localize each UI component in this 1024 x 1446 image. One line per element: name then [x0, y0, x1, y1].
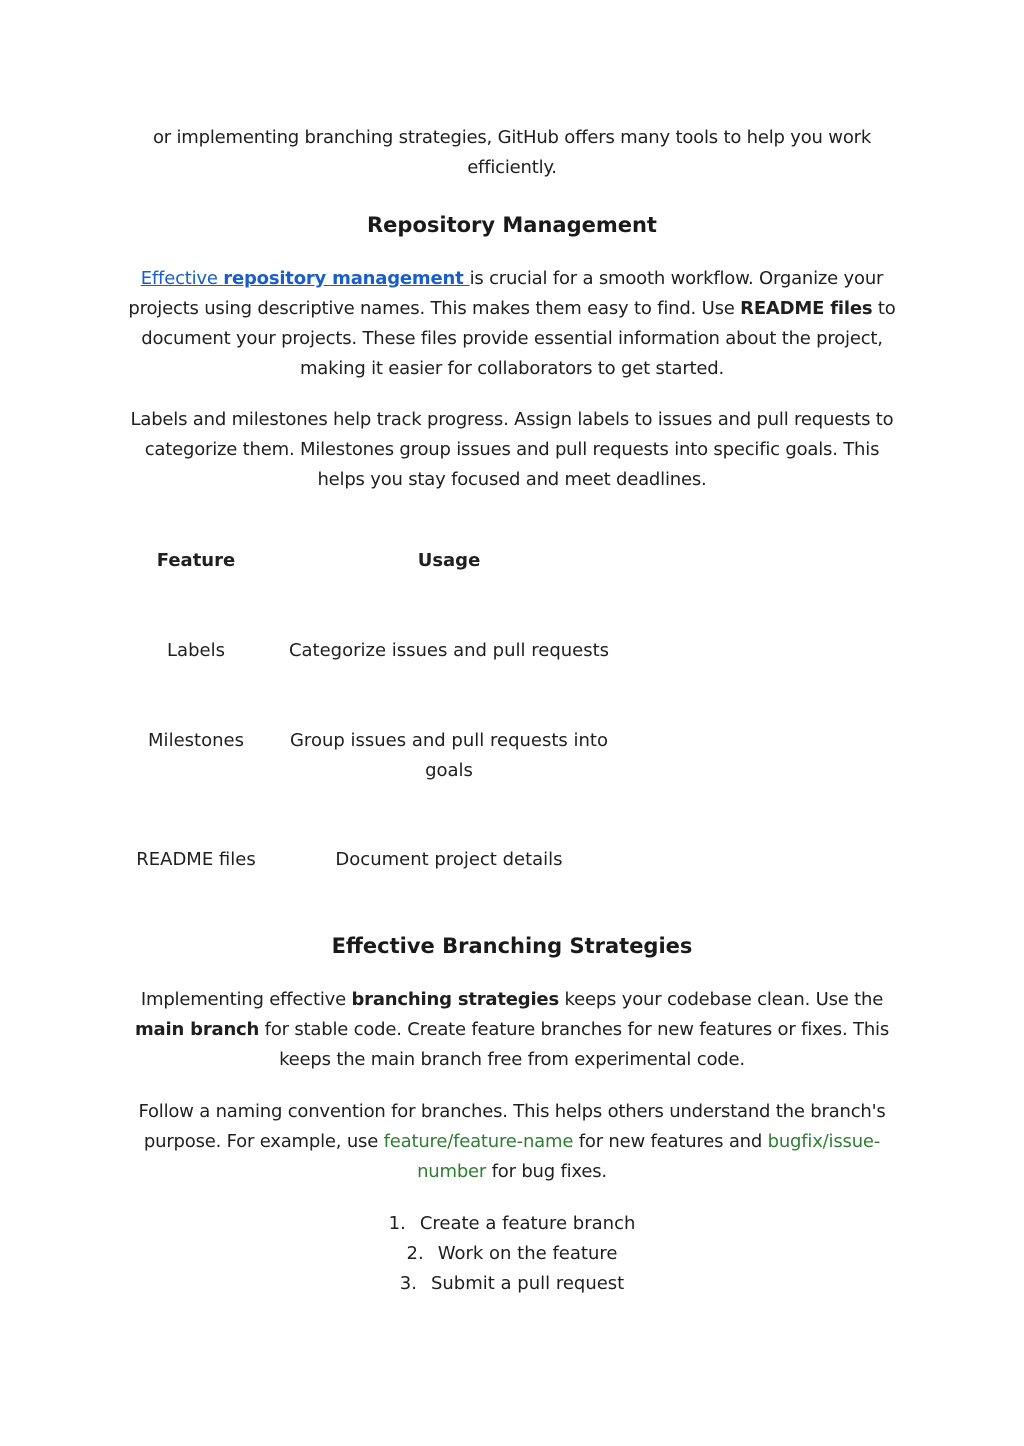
main-branch-bold: main branch: [134, 1019, 260, 1040]
steps-list: [120, 1209, 904, 1299]
table-cell-usage: Group issues and pull requests into goals: [289, 730, 608, 781]
table-cell-feature: README files: [136, 849, 256, 870]
readme-files-bold: README files: [740, 298, 873, 319]
table-cell-feature: Labels: [167, 640, 225, 661]
list-text: Work on the feature: [437, 1243, 618, 1264]
list-number: 3.: [399, 1273, 417, 1294]
paragraph-text: keeps your codebase clean. Use the: [558, 989, 884, 1010]
paragraph-text: to document your projects. These files provide essential information about the project, making it easier for collaborators to get started.: [141, 298, 896, 379]
table-cell-usage: Document project details: [335, 849, 563, 870]
bugfix-branch-example: bugfix/issue-number: [417, 1131, 881, 1182]
link-bold-text: repository management: [223, 268, 470, 289]
list-number: 2.: [406, 1243, 424, 1264]
intro-paragraph: or implementing branching strategies, GitHub offers many tools to help you work efficiently.: [152, 127, 872, 178]
repository-paragraph-1: [120, 264, 904, 384]
link-text: Effective: [140, 268, 224, 289]
paragraph-text: Implementing effective: [140, 989, 352, 1010]
table-cell-usage: Categorize issues and pull requests: [288, 640, 610, 661]
list-text: Create a feature branch: [419, 1213, 636, 1234]
branching-strategies-heading: Effective Branching Strategies: [331, 934, 693, 958]
paragraph-text: for stable code. Create feature branches for new features or fixes. This keeps the main branch free from experimental code.: [259, 1019, 890, 1070]
paragraph-text: for new features and: [573, 1131, 768, 1152]
branching-strategies-bold: branching strategies: [351, 989, 559, 1010]
branching-paragraph-1: [120, 985, 904, 1075]
list-text: Submit a pull request: [430, 1273, 625, 1294]
list-item: [120, 1239, 904, 1269]
paragraph-text: is crucial for a smooth workflow. Organize your projects using descriptive names. This makes them easy to find. Use: [128, 268, 884, 319]
table-header-usage: Usage: [417, 550, 481, 571]
feature-branch-example: feature/feature-name: [383, 1131, 574, 1152]
branching-paragraph-2: [120, 1097, 904, 1187]
paragraph-text: for bug fixes.: [486, 1161, 607, 1182]
list-number: 1.: [388, 1213, 406, 1234]
table-header-feature: Feature: [156, 550, 236, 571]
table-cell-feature: Milestones: [148, 730, 244, 751]
repository-management-heading: Repository Management: [367, 213, 657, 237]
repository-paragraph-2: Labels and milestones help track progress. Assign labels to issues and pull requests to categorize them. Milestones group issues and pull requests into specific goals. This helps you stay focused and meet deadlines.: [130, 409, 894, 490]
repository-management-link[interactable]: [141, 268, 470, 289]
list-item: [120, 1209, 904, 1239]
paragraph-text: Follow a naming convention for branches. This helps others understand the branch's purpose. For example, use: [138, 1101, 886, 1152]
list-item: [120, 1269, 904, 1299]
